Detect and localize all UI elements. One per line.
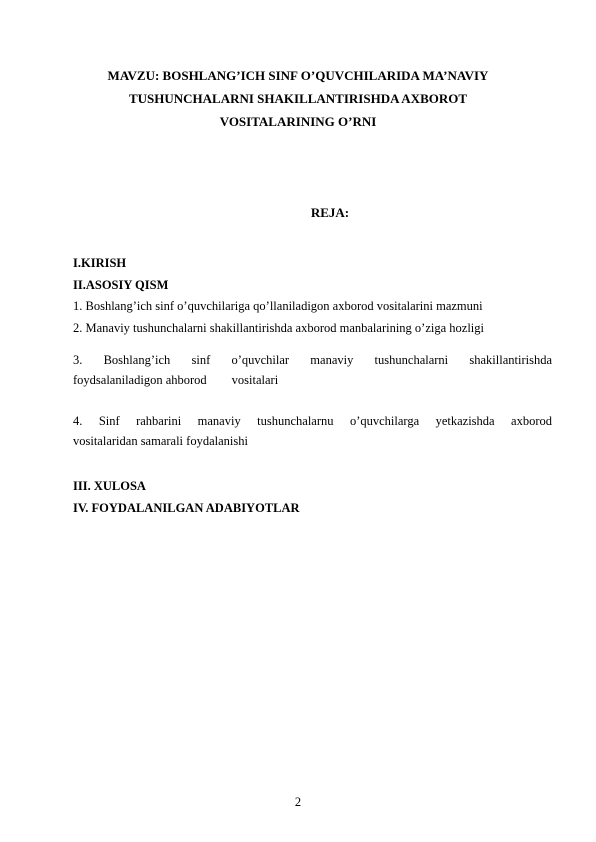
plan-item-4-line-2: vositalaridan samarali foydalanishi (73, 434, 248, 448)
plan-heading: REJA: (310, 205, 350, 220)
title-line-2: TUSHUNCHALARNI SHAKILLANTIRISHDA AXBOROT (128, 91, 468, 106)
plan-item-2: 2. Manaviy tushunchalarni shakillantirishda axborod manbalarining o’ziga hozligi (73, 321, 485, 335)
title-line-3: VOSITALARINING O’RNI (219, 114, 377, 129)
section-references: IV. FOYDALANILGAN ADABIYOTLAR (73, 501, 300, 515)
section-intro: I.KIRISH (73, 256, 127, 270)
plan-item-4-line-1: 4. Sinf rahbarini manaviy tushunchalarnu o’quvchilarga yetkazishda axborod (73, 414, 552, 428)
plan-item-3-line-1: 3. Boshlang’ich sinf o’quvchilar manaviy tushunchalarni shakillantirishda (73, 353, 552, 367)
plan-item-3-line-2: foydsalaniladigon ahborod vositalari (73, 373, 279, 387)
section-conclusion: III. XULOSA (73, 479, 146, 493)
plan-item-3 (73, 350, 552, 390)
section-main: II.ASOSIY QISM (73, 278, 169, 292)
plan-item-4 (73, 411, 552, 451)
plan-item-1: 1. Boshlang’ich sinf o’quvchilariga qo’llaniladigon axborod vositalarini mazmuni (73, 299, 483, 313)
document-title (60, 64, 536, 133)
title-line-1: MAVZU: BOSHLANG’ICH SINF O’QUVCHILARIDA MA’NAVIY (107, 68, 489, 83)
page-number: 2 (294, 795, 302, 809)
